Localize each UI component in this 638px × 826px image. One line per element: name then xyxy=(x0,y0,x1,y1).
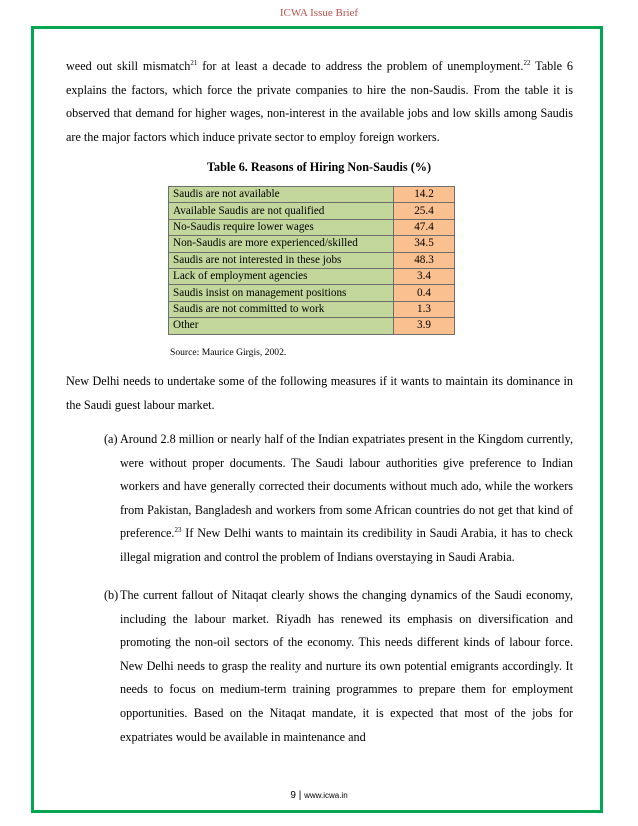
table-row xyxy=(169,268,455,284)
footnote-ref-21[interactable]: 21 xyxy=(190,58,198,67)
row-label: Available Saudis are not qualified xyxy=(169,203,394,219)
row-label: Other xyxy=(169,318,394,334)
row-value: 14.2 xyxy=(394,187,455,203)
row-label: No-Saudis require lower wages xyxy=(169,219,394,235)
table-row xyxy=(169,236,455,252)
row-label: Lack of employment agencies xyxy=(169,268,394,284)
row-value: 47.4 xyxy=(394,219,455,235)
measures-paragraph: New Delhi needs to undertake some of the following measures if it wants to maintain its dominance in the Saudi guest labour market. xyxy=(66,374,573,412)
table-row xyxy=(169,187,455,203)
row-value: 3.4 xyxy=(394,268,455,284)
row-label: Non-Saudis are more experienced/skilled xyxy=(169,236,394,252)
page-footer xyxy=(0,790,638,801)
row-value: 25.4 xyxy=(394,203,455,219)
list-item-a: (a) Around 2.8 million or nearly half of the Indian expatriates present in the Kingdom currently, were without proper documents. The Saudi labour authorities give preference to Indian workers and have generally corrected their documents without much ado, while the workers from Pakistan, Bangladesh and workers from some African countries do not get that kind of preference.$^{23}$ If New Delhi wants to maintain its credibility in Saudi Arabia, it has to check illegal migration and control the problem of Indians overstaying in Saudi Arabia. xyxy=(104,428,573,570)
intro-paragraph: weed out skill mismatch$^{21}$ for at least a decade to address the problem of unemployment.$^{22}$ Table 6 explains the factors, which force the private companies to hire the non-Saudis. From the table it is observed that demand for higher wages, non-interest in the available jobs and low skills among Saudis are the major factors which induce private sector to employ foreign workers. xyxy=(66,58,574,144)
table-row xyxy=(169,203,455,219)
table-row xyxy=(169,285,455,301)
table-row xyxy=(169,318,455,334)
list-marker: (a) xyxy=(104,432,118,446)
page-number: 9 xyxy=(290,790,296,801)
table-row xyxy=(169,301,455,317)
row-label: Saudis insist on management positions xyxy=(169,285,394,301)
footer-url-link[interactable]: www.icwa.in xyxy=(304,791,348,800)
list-marker: (b) xyxy=(104,588,119,602)
footnote-ref-23[interactable]: 23 xyxy=(174,526,182,535)
footnote-ref-22[interactable]: 22 xyxy=(523,58,531,67)
row-label: Saudis are not available xyxy=(169,187,394,203)
table-row xyxy=(169,252,455,268)
row-label: Saudis are not committed to work xyxy=(169,301,394,317)
row-value: 48.3 xyxy=(394,252,455,268)
row-value: 34.5 xyxy=(394,236,455,252)
row-value: 3.9 xyxy=(394,318,455,334)
table-caption: Table 6. Reasons of Hiring Non-Saudis (%) xyxy=(206,160,432,174)
reasons-table xyxy=(168,186,455,335)
table-row xyxy=(169,219,455,235)
row-value: 0.4 xyxy=(394,285,455,301)
row-value: 1.3 xyxy=(394,301,455,317)
table-source: Source: Maurice Girgis, 2002. xyxy=(170,347,287,358)
row-label: Saudis are not interested in these jobs xyxy=(169,252,394,268)
list-item-b: (b) The current fallout of Nitaqat clearly shows the changing dynamics of the Saudi economy, including the labour market. Riyadh has renewed its emphasis on diversification and promoting the non-oil sectors of the economy. This needs different kinds of labour force. New Delhi needs to grasp the reality and nurture its own potential emigrants accordingly. It needs to focus on medium-term training programmes to prepare them for employment opportunities. Based on the Nitaqat mandate, it is expected that most of the jobs for expatriates would be available in maintenance and xyxy=(104,584,573,749)
footer-separator: | xyxy=(298,790,302,801)
running-header: ICWA Issue Brief xyxy=(279,7,359,19)
